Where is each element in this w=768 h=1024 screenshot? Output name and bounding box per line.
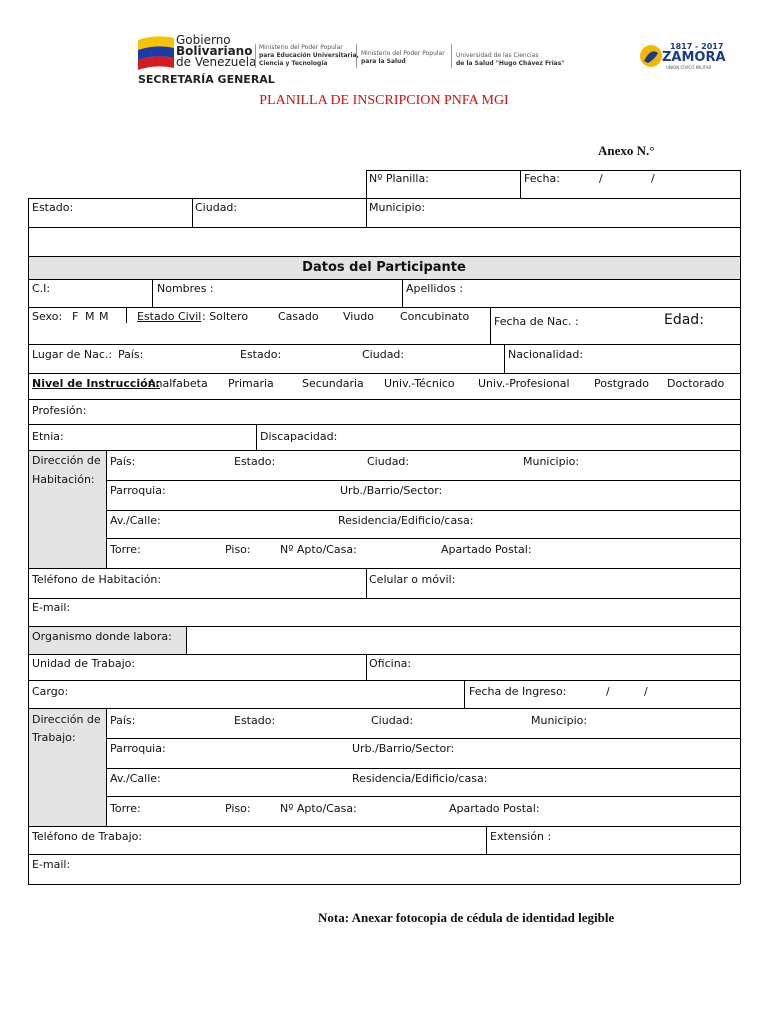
nivel-label: Nivel de Instrucción: <box>32 377 160 390</box>
trab-parroquia-label: Parroquia: <box>110 742 166 755</box>
sexo-divider <box>126 307 127 323</box>
email-label: E-mail: <box>32 601 71 614</box>
estado-nac-label: Estado: <box>240 348 282 361</box>
ciudad-nac-label: Ciudad: <box>362 348 405 361</box>
estado-civil-label: Estado Civil <box>137 310 202 323</box>
fecha-slash-1: / <box>599 172 603 185</box>
zamora-emblem-icon <box>638 43 664 69</box>
celular-label: Celular o móvil: <box>369 573 456 586</box>
fecha-ingreso-slash-2: / <box>644 685 648 698</box>
hab-ciudad-label: Ciudad: <box>367 455 410 468</box>
zamora-logo-text: ZAMORA <box>662 50 726 65</box>
hab-estado-label: Estado: <box>234 455 276 468</box>
fecha-label: Fecha: <box>524 172 560 185</box>
dir-hab-label-1: Dirección de <box>32 454 101 467</box>
registration-form <box>28 170 740 884</box>
hab-residencia-label: Residencia/Edificio/casa: <box>338 514 474 527</box>
profesion-label: Profesión: <box>32 404 87 417</box>
fecha-ingreso-label: Fecha de Ingreso: <box>469 685 567 698</box>
cargo-label: Cargo: <box>32 685 69 698</box>
ci-label: C.I: <box>32 282 51 295</box>
anexo-label: Anexo N.° <box>598 143 655 158</box>
email-trab-label: E-mail: <box>32 858 71 871</box>
trab-ciudad-label: Ciudad: <box>371 714 414 727</box>
zamora-years: 1817 - 2017 <box>670 42 724 51</box>
trab-av-label: Av./Calle: <box>110 772 161 785</box>
header-divider-3 <box>451 44 452 68</box>
edad-label: Edad: <box>664 312 704 328</box>
nombres-label: Nombres : <box>157 282 214 295</box>
venezuela-flag-icon <box>136 34 176 70</box>
tel-hab-label: Teléfono de Habitación: <box>32 573 162 586</box>
hab-urb-label: Urb./Barrio/Sector: <box>340 484 443 497</box>
tel-trab-label: Teléfono de Trabajo: <box>32 830 143 843</box>
nivel-postgrado: Postgrado <box>594 377 649 390</box>
estado-civil-concubinato: Concubinato <box>400 310 470 323</box>
dir-hab-label-bg <box>28 450 106 568</box>
section-title: Datos del Participante <box>302 260 466 275</box>
trab-residencia-label: Residencia/Edificio/casa: <box>352 772 488 785</box>
apellidos-label: Apellidos : <box>406 282 464 295</box>
trab-urb-label: Urb./Barrio/Sector: <box>352 742 455 755</box>
discapacidad-label: Discapacidad: <box>260 430 338 443</box>
hab-parroquia-label: Parroquia: <box>110 484 166 497</box>
trab-pais-label: País: <box>110 714 136 727</box>
hab-pais-label: País: <box>110 455 136 468</box>
estado-label: Estado: <box>32 201 74 214</box>
trab-estado-label: Estado: <box>234 714 276 727</box>
planilla-label: Nº Planilla: <box>369 172 429 185</box>
header-divider-2 <box>356 44 357 68</box>
secretaria-general: SECRETARÍA GENERAL <box>138 73 275 86</box>
sexo-m-2: M <box>99 310 109 323</box>
zamora-subtitle: UNIÓN CÍVICO MILITAR <box>666 65 712 70</box>
nivel-secundaria: Secundaria <box>302 377 364 390</box>
dir-trab-label-1: Dirección de <box>32 713 101 726</box>
nivel-univ-tecnico: Univ.-Técnico <box>384 377 455 390</box>
ministry1-line2: para Educación Universitaria, <box>259 52 359 59</box>
lugar-nac-label: Lugar de Nac.: <box>32 348 113 361</box>
ministry3-line1: Universidad de las Ciencias <box>456 52 539 59</box>
gov-line1: Gobierno <box>176 33 231 47</box>
oficina-label: Oficina: <box>369 657 412 670</box>
trab-piso-label: Piso: <box>225 802 251 815</box>
extension-label: Extensión : <box>490 830 552 843</box>
dir-trab-label-2: Trabajo: <box>32 731 76 744</box>
municipio-label: Municipio: <box>369 201 426 214</box>
hab-apartado-label: Apartado Postal: <box>441 543 532 556</box>
etnia-label: Etnia: <box>32 430 64 443</box>
ciudad-label: Ciudad: <box>195 201 238 214</box>
nivel-doctorado: Doctorado <box>667 377 725 390</box>
ministry1-line3: Ciencia y Tecnología <box>259 60 328 67</box>
sexo-m-1: M <box>85 310 95 323</box>
gov-line2: Bolivariano <box>176 44 253 58</box>
fecha-slash-2: / <box>651 172 655 185</box>
estado-civil-viudo: Viudo <box>343 310 375 323</box>
hab-apto-label: Nº Apto/Casa: <box>280 543 357 556</box>
estado-civil-soltero: : Soltero <box>202 310 249 323</box>
hab-av-label: Av./Calle: <box>110 514 161 527</box>
trab-apto-label: Nº Apto/Casa: <box>280 802 357 815</box>
trab-apartado-label: Apartado Postal: <box>449 802 540 815</box>
sexo-f: F <box>72 310 79 323</box>
header-divider-1 <box>255 44 256 68</box>
trab-municipio-label: Municipio: <box>531 714 588 727</box>
ministry2-line1: Ministerio del Poder Popular <box>361 50 445 57</box>
dir-hab-label-2: Habitación: <box>32 473 95 486</box>
nacionalidad-label: Nacionalidad: <box>508 348 584 361</box>
header-banner <box>130 30 730 90</box>
estado-civil-casado: Casado <box>278 310 319 323</box>
nivel-primaria: Primaria <box>228 377 274 390</box>
gov-line3: de Venezuela <box>176 55 257 69</box>
hab-municipio-label: Municipio: <box>523 455 580 468</box>
pais-label: País: <box>118 348 144 361</box>
fecha-nac-label: Fecha de Nac. : <box>494 315 579 328</box>
ministry1-line1: Ministerio del Poder Popular <box>259 44 343 51</box>
ministry3-line2: de la Salud "Hugo Chávez Frías" <box>456 60 565 67</box>
trab-torre-label: Torre: <box>110 802 141 815</box>
nota: Nota: Anexar fotocopia de cédula de identidad legible <box>318 910 615 925</box>
ministry2-line2: para la Salud <box>361 58 406 65</box>
fecha-ingreso-slash-1: / <box>606 685 610 698</box>
form-title: PLANILLA DE INSCRIPCION PNFA MGI <box>259 93 509 108</box>
nivel-analfabeta: Analfabeta <box>148 377 208 390</box>
organismo-label: Organismo donde labora: <box>32 630 172 643</box>
hab-piso-label: Piso: <box>225 543 251 556</box>
nivel-univ-profesional: Univ.-Profesional <box>478 377 570 390</box>
hab-torre-label: Torre: <box>110 543 141 556</box>
sexo-label: Sexo: <box>32 310 63 323</box>
unidad-label: Unidad de Trabajo: <box>32 657 136 670</box>
